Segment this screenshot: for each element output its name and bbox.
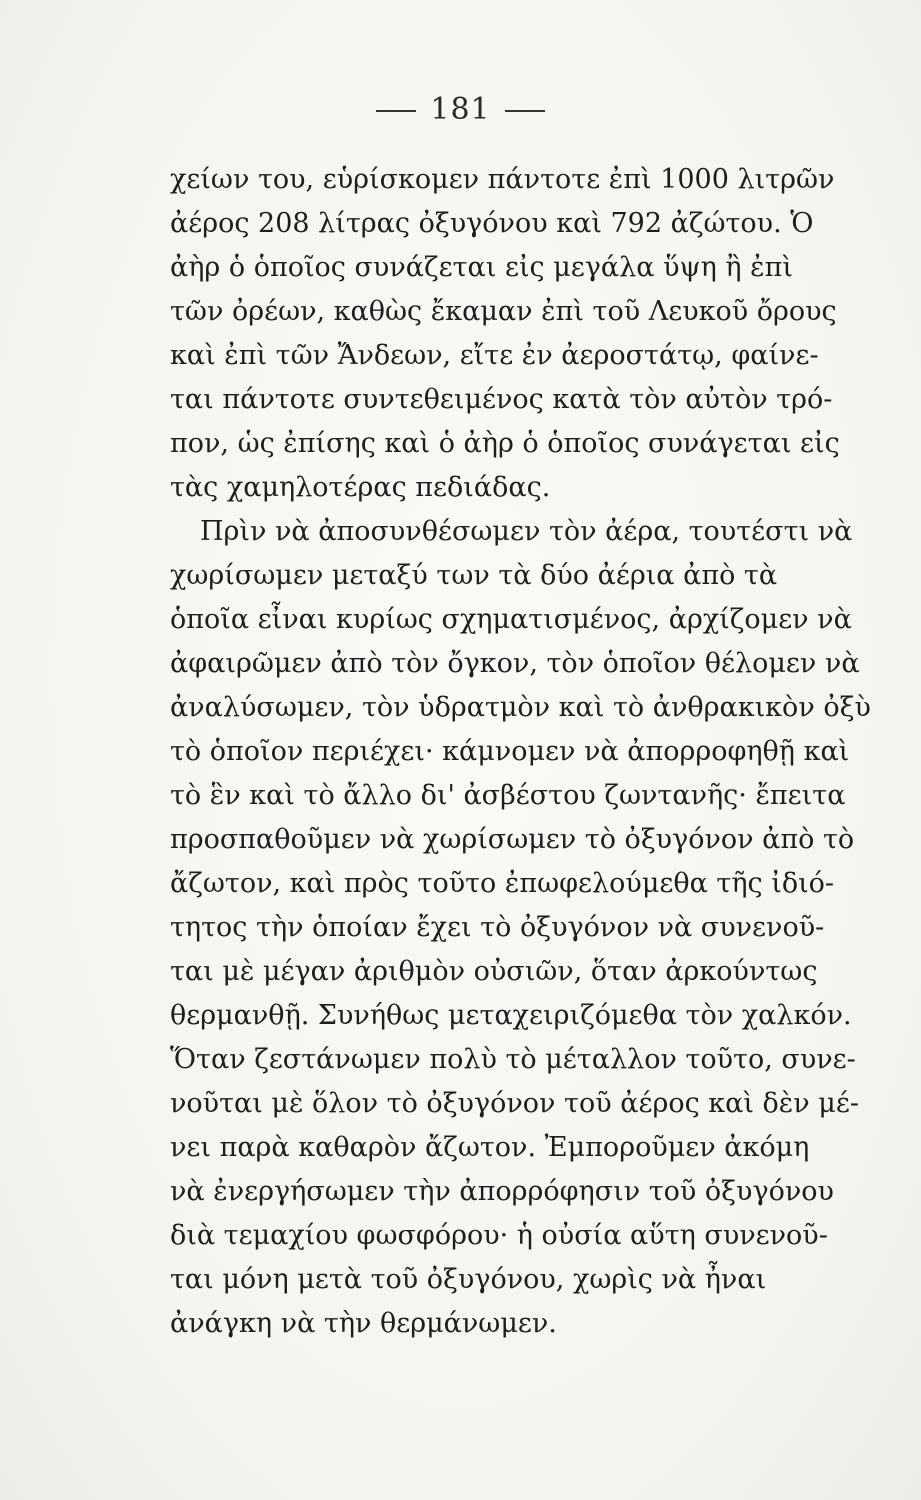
text-line: προσπαθοῦμεν νὰ χωρίσωμεν τὸ ὀξυγόνον ἀπὸ τὸ [170, 824, 855, 855]
text-line: τὸ ἓν καὶ τὸ ἄλλο δι' ἀσβέστου ζωντανῆς· ἔπειτα [170, 780, 846, 811]
text-line: καὶ ἐπὶ τῶν Ἄνδεων, εἴτε ἐν ἀεροστάτῳ, φαίνε- [170, 340, 819, 371]
text-line: τὸ ὁποῖον περιέχει· κάμνομεν νὰ ἀπορροφηθῇ καὶ [170, 736, 850, 767]
text-line: ἀφαιρῶμεν ἀπὸ τὸν ὄγκον, τὸν ὁποῖον θέλομεν νὰ [170, 648, 860, 679]
header-dash-left [376, 110, 416, 112]
text-line: τῶν ὀρέων, καθὼς ἔκαμαν ἐπὶ τοῦ Λευκοῦ ὄρους [170, 296, 837, 327]
text-line: χωρίσωμεν μεταξύ των τὰ δύο ἀέρια ἀπὸ τὰ [170, 560, 778, 591]
page-header [0, 92, 921, 127]
text-line: ται μὲ μέγαν ἀριθμὸν οὐσιῶν, ὅταν ἀρκούντως [170, 956, 818, 987]
text-line: νοῦται μὲ ὅλον τὸ ὀξυγόνον τοῦ ἀέρος καὶ δὲν μέ- [170, 1088, 859, 1119]
text-line: πον, ὡς ἐπίσης καὶ ὁ ἀὴρ ὁ ὁποῖος συνάγεται εἰς [170, 428, 840, 459]
text-line: χείων του, εὑρίσκομεν πάντοτε ἐπὶ 1000 λιτρῶν [170, 164, 835, 195]
text-line: διὰ τεμαχίου φωσφόρου· ἡ οὐσία αὕτη συνενοῦ- [170, 1220, 828, 1251]
text-line: ἀὴρ ὁ ὁποῖος συνάζεται εἰς μεγάλα ὕψη ἢ ἐπὶ [170, 252, 793, 283]
text-line: θερμανθῇ. Συνήθως μεταχειριζόμεθα τὸν χαλκόν. [170, 1000, 852, 1031]
text-line: ἀνάγκη νὰ τὴν θερμάνωμεν. [170, 1308, 557, 1339]
text-line: Πρὶν νὰ ἀποσυνθέσωμεν τὸν ἀέρα, τουτέστι νὰ [200, 516, 853, 547]
text-line: ἀέρος 208 λίτρας ὀξυγόνου καὶ 792 ἀζώτου. Ὁ [170, 208, 814, 239]
text-line: ἄζωτον, καὶ πρὸς τοῦτο ἐπωφελούμεθα τῆς ἰδιό- [170, 868, 835, 899]
header-dash-right [505, 110, 545, 112]
text-line: τητος τὴν ὁποίαν ἔχει τὸ ὀξυγόνον νὰ συνενοῦ- [170, 912, 825, 943]
text-line: τὰς χαμηλοτέρας πεδιάδας. [170, 472, 551, 503]
text-line: νὰ ἐνεργήσωμεν τὴν ἀπορρόφησιν τοῦ ὀξυγόνου [170, 1176, 834, 1207]
text-line: ται πάντοτε συντεθειμένος κατὰ τὸν αὐτὸν τρό- [170, 384, 833, 415]
text-line: Ὅταν ζεστάνωμεν πολὺ τὸ μέταλλον τοῦτο, συνε- [170, 1044, 856, 1075]
page-number: 181 [430, 92, 491, 127]
text-line: νει παρὰ καθαρὸν ἄζωτον. Ἐμποροῦμεν ἀκόμη [170, 1132, 810, 1163]
text-line: ται μόνη μετὰ τοῦ ὀξυγόνου, χωρὶς νὰ ἦναι [170, 1264, 767, 1295]
text-line: ἀναλύσωμεν, τὸν ὑδρατμὸν καὶ τὸ ἀνθρακικὸν ὀξὺ [170, 692, 871, 723]
text-line: ὁποῖα εἶναι κυρίως σχηματισμένος, ἀρχίζομεν νὰ [170, 604, 852, 635]
